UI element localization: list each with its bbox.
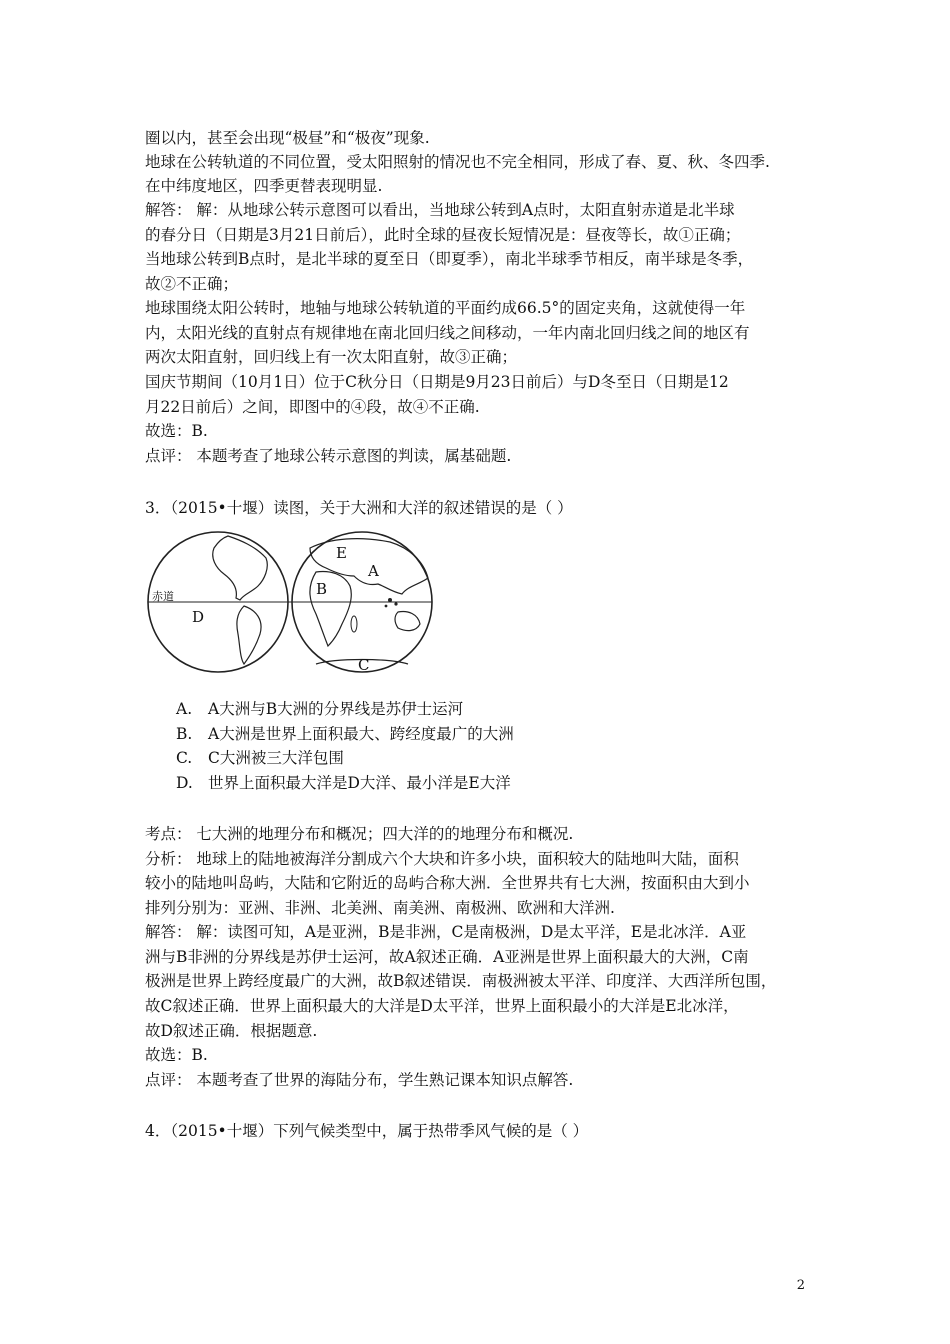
text-line: 较小的陆地叫岛屿，大陆和它附近的岛屿合称大洲．全世界共有七大洲，按面积由大到小 [145, 874, 750, 892]
option-label: A. [176, 700, 193, 718]
text-line: 地球围绕太阳公转时，地轴与地球公转轨道的平面约成66.5°的固定夹角，这就使得一年 [145, 299, 746, 317]
text-line: 故选：B. [145, 422, 208, 440]
world-hemispheres-map [140, 528, 440, 678]
option-d [176, 772, 511, 794]
text-line: 点评： 本题考查了地球公转示意图的判读，属基础题. [145, 447, 512, 465]
option-label: B. [176, 725, 193, 743]
text-line: 两次太阳直射，回归线上有一次太阳直射，故③正确； [145, 348, 518, 366]
map-label-e: E [336, 544, 347, 562]
map-label-d: D [192, 608, 205, 626]
question-4-stem: 4．（2015•十堰）下列气候类型中，属于热带季风气候的是（ ） [145, 1122, 589, 1140]
text-line: 解答： 解：从地球公转示意图可以看出，当地球公转到A点时，太阳直射赤道是北半球 [145, 201, 735, 219]
option-text: A大洲是世界上面积最大、跨经度最广的大洲 [208, 725, 514, 743]
text-line: 的春分日（日期是3月21日前后），此时全球的昼夜长短情况是：昼夜等长，故①正确； [145, 226, 741, 244]
equator-label: 赤道 [152, 590, 174, 603]
text-line: 故D叙述正确．根据题意. [145, 1022, 318, 1040]
page-number: 2 [796, 1278, 805, 1293]
text-line: 考点： 七大洲的地理分布和概况；四大洋的的地理分布和概况. [145, 825, 574, 843]
option-text: A大洲与B大洲的分界线是苏伊士运河 [208, 700, 464, 718]
option-a [176, 698, 463, 720]
option-b [176, 723, 514, 745]
text-line: 内，太阳光线的直射点有规律地在南北回归线之间移动，一年内南北回归线之间的地区有 [145, 324, 750, 342]
text-line: 极洲是世界上跨经度最广的大洲，故B叙述错误．南极洲被太平洋、印度洋、大西洋所包围， [145, 972, 777, 990]
option-text: C大洲被三大洋包围 [208, 749, 344, 767]
text-line: 故C叙述正确．世界上面积最大的大洋是D太平洋，世界上面积最小的大洋是E北冰洋， [145, 997, 739, 1015]
text-line: 故②不正确； [145, 275, 239, 293]
text-line: 解答： 解：读图可知，A是亚洲，B是非洲，C是南极洲，D是太平洋，E是北冰洋．A亚 [145, 923, 747, 941]
text-line: 故选：B. [145, 1046, 208, 1064]
map-label-b: B [316, 580, 328, 598]
map-label-a: A [368, 562, 379, 580]
text-line: 分析： 地球上的陆地被海洋分割成六个大块和许多小块，面积较大的陆地叫大陆，面积 [145, 850, 739, 868]
option-label: D. [176, 774, 193, 792]
text-line: 地球在公转轨道的不同位置，受太阳照射的情况也不完全相同，形成了春、夏、秋、冬四季. [145, 153, 770, 171]
text-line: 当地球公转到B点时，是北半球的夏至日（即夏季），南北半球季节相反，南半球是冬季， [145, 250, 754, 268]
option-c [176, 747, 344, 769]
option-text: 世界上面积最大洋是D大洋、最小洋是E大洋 [208, 774, 511, 792]
text-line: 圈以内，甚至会出现“极昼”和“极夜”现象. [145, 129, 430, 147]
text-line: 月22日前后）之间，即图中的④段，故④不正确. [145, 398, 480, 416]
option-label: C. [176, 749, 193, 767]
question-3-stem: 3．（2015•十堰）读图，关于大洲和大洋的叙述错误的是（ ） [145, 499, 573, 517]
text-line: 在中纬度地区，四季更替表现明显. [145, 177, 383, 195]
text-line: 点评： 本题考查了世界的海陆分布，学生熟记课本知识点解答. [145, 1071, 574, 1089]
text-line: 国庆节期间（10月1日）位于C秋分日（日期是9月23日前后）与D冬至日（日期是12 [145, 373, 729, 391]
map-label-c: C [358, 656, 370, 674]
text-line: 洲与B非洲的分界线是苏伊士运河，故A叙述正确．A亚洲是世界上面积最大的大洲，C南 [145, 948, 749, 966]
text-line: 排列分别为：亚洲、非洲、北美洲、南美洲、南极洲、欧洲和大洋洲. [145, 899, 615, 917]
